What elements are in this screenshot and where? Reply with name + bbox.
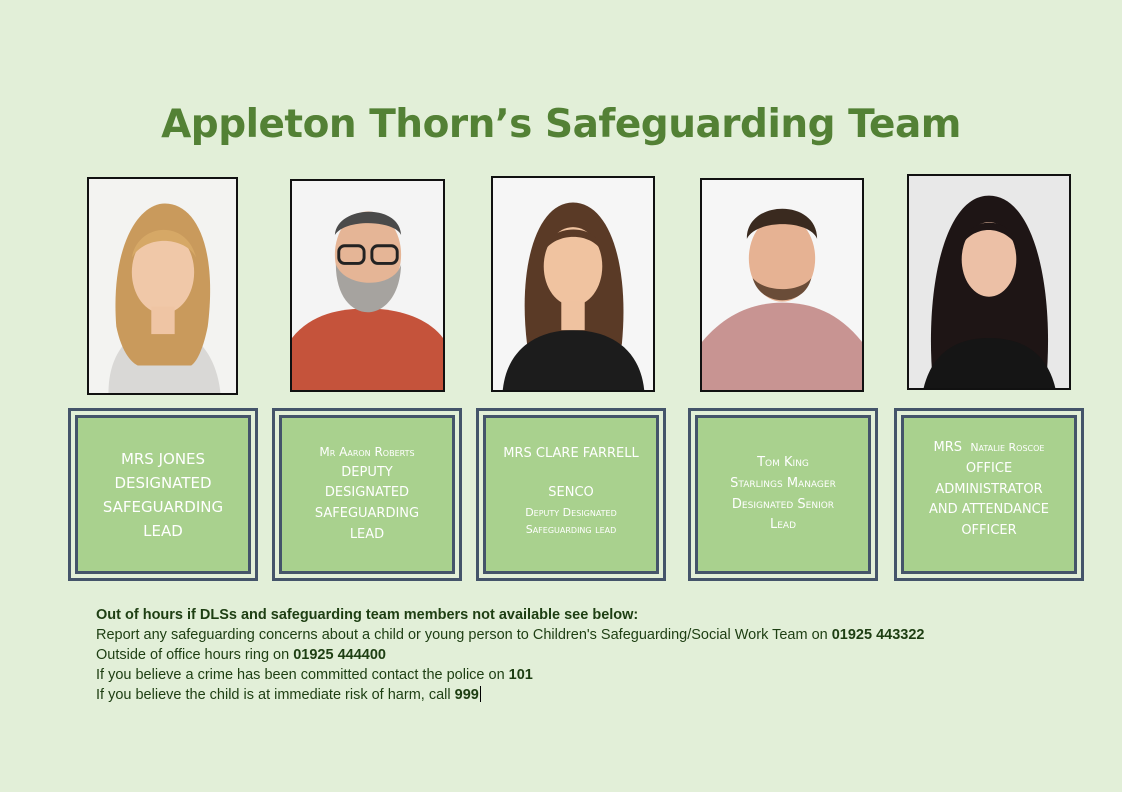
photo-tom-king <box>700 178 864 392</box>
card-role: LEAD <box>143 521 183 540</box>
card-name: Mr Aaron Roberts <box>319 445 415 460</box>
card-role: AND ATTENDANCE <box>929 502 1049 518</box>
card-role: DESIGNATED <box>324 485 410 501</box>
card-name: MRS JONES <box>120 449 206 468</box>
role-card-aaron-roberts <box>272 408 462 581</box>
role-card-clare-farrell <box>476 408 666 581</box>
card-role: ADMINISTRATOR <box>935 481 1043 497</box>
card-role: DESIGNATED <box>114 473 212 492</box>
phone-police: 101 <box>508 667 533 683</box>
info-line-police: If you believe a crime has been committed contact the police on 101 <box>96 667 533 683</box>
photo-mrs-jones <box>87 177 238 395</box>
card-role: SAFEGUARDING <box>102 497 224 516</box>
info-line-emergency: If you believe the child is at immediate risk of harm, call 999 <box>96 685 924 705</box>
photo-clare-farrell <box>491 176 655 392</box>
card-name: MRS CLARE FARRELL <box>503 446 639 461</box>
out-of-hours-info <box>96 605 924 705</box>
card-role: Starlings Manager <box>730 475 836 491</box>
card-name <box>934 438 1045 459</box>
phone-emergency: 999 <box>454 687 479 703</box>
role-card-mrs-jones <box>68 408 258 581</box>
card-role: DEPUTY <box>341 464 393 480</box>
card-role: LEAD <box>349 526 385 542</box>
card-title: MRS <box>933 440 963 455</box>
card-role: Lead <box>769 517 797 533</box>
card-role: Designated Senior <box>731 496 835 512</box>
info-line-social-work: Report any safeguarding concerns about a child or young person to Children's Safeguarding/Social Work Team on 01925 443322 <box>96 627 925 643</box>
info-line-out-of-office: Outside of office hours ring on 01925 444400 <box>96 647 386 663</box>
card-name: Tom King <box>757 454 809 470</box>
card-role: SENCO <box>548 484 594 500</box>
card-role: OFFICER <box>961 523 1017 539</box>
card-role: Safeguarding lead <box>525 523 617 537</box>
phone-out-of-office: 01925 444400 <box>293 647 386 663</box>
card-role: SAFEGUARDING <box>314 506 420 522</box>
card-role: OFFICE <box>965 460 1013 476</box>
info-heading: Out of hours if DLSs and safeguarding team members not available see below: <box>96 607 639 623</box>
card-role: Deputy Designated <box>525 505 617 519</box>
text-cursor <box>480 686 482 702</box>
card-name-text: Natalie Roscoe <box>970 441 1045 454</box>
role-card-tom-king <box>688 408 878 581</box>
photo-natalie-roscoe <box>907 174 1071 390</box>
page-title: Appleton Thorn’s Safeguarding Team <box>161 102 961 147</box>
phone-social-work: 01925 443322 <box>831 627 925 643</box>
role-card-natalie-roscoe <box>894 408 1084 581</box>
photo-aaron-roberts <box>290 179 445 392</box>
